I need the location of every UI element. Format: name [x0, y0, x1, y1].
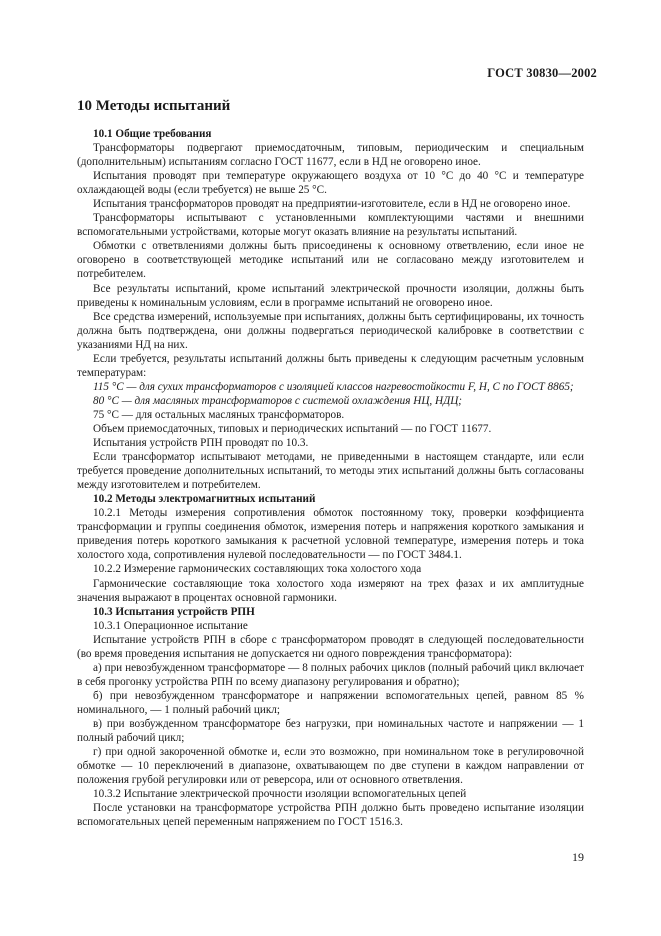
paragraph: Все результаты испытаний, кроме испытаний электрической прочности изоляции, должны быть приведены к номинальным условиям, если в программе испытаний не оговорено иное. [77, 282, 584, 309]
paragraph: Испытание устройств РПН в сборе с трансформатором проводят в следующей последовательности (во время проведения испытания не допускается ни одного повреждения трансформатора): [77, 633, 584, 660]
list-item-c: в) при возбужденном трансформаторе без нагрузки, при номинальных частоте и напряжении — 1 полный рабочий цикл; [77, 717, 584, 745]
paragraph: 10.2.2 Измерение гармонических составляющих тока холостого хода [93, 563, 422, 576]
paragraph: 10.2.1 Методы измерения сопротивления обмоток постоянному току, проверки коэффициента трансформации и группы соединения обмоток, измерения потерь и напряжения короткого замыкания и приведения потерь короткого замыкания к расчетной условной температуре, измерения потерь и тока холостого хода, сопротивления нулевой последовательности — по ГОСТ 3484.1. [77, 507, 584, 562]
paragraph: Трансформаторы испытывают с установленными комплектующими частями и внешними вспомогательными устройствами, которые могут оказать влияние на результаты испытаний. [77, 212, 584, 239]
list-item-b: б) при невозбужденном трансформаторе и напряжении вспомогательных цепей, равном 85 % номинального, — 1 полный рабочий цикл; [77, 689, 584, 716]
paragraph: Трансформаторы подвергают приемосдаточным, типовым, периодическим и специальным (дополнительным) испытаниям согласно ГОСТ 11677, если в НД не оговорено иное. [77, 142, 584, 169]
paragraph: Объем приемосдаточных, типовых и периодических испытаний — по ГОСТ 11677. [93, 422, 492, 435]
subsection-heading-10-2: 10.2 Методы электромагнитных испытаний [93, 493, 316, 506]
section-title: 10 Методы испытаний [77, 98, 231, 114]
temperature-item: 115 °С — для сухих трансформаторов с изоляцией классов нагревостойкости F, Н, С по ГОСТ 8865; [93, 380, 574, 393]
paragraph: 10.3.1 Операционное испытание [93, 619, 248, 632]
paragraph: Испытания проводят при температуре окружающего воздуха от 10 °С до 40 °С и температуре охлаждающей воды (если требуется) не выше 25 °С. [77, 170, 584, 197]
list-item-d: г) при одной закороченной обмотке и, если это возможно, при номинальном токе в регулировочной обмотке — 10 переключений в диапазоне, охватывающем по две ступени в каждом направлении от положения грубой регулировки или от реверсора, или от основного ответвления. [77, 746, 584, 787]
subsection-heading-10-1: 10.1 Общие требования [93, 128, 212, 140]
temperature-item: 80 °С — для масляных трансформаторов с системой охлаждения НЦ, НДЦ; [93, 394, 463, 407]
page-number: 19 [572, 850, 584, 864]
standard-header: ГОСТ 30830—2002 [487, 66, 597, 80]
paragraph: Испытания трансформаторов проводят на предприятии-изготовителе, если в НД не оговорено иное. [93, 198, 571, 211]
temperature-item: 75 °С — для остальных масляных трансформаторов. [93, 408, 345, 421]
paragraph: Все средства измерений, используемые при испытаниях, должны быть сертифицированы, их точность должна быть подтверждена, они должны подвергаться периодической калибровке в соответствии с указаниями НД на них. [77, 310, 584, 351]
list-item-a: а) при невозбужденном трансформаторе — 8 полных рабочих циклов (полный рабочий цикл включает в себя прогонку устройства РПН по всему диапазону регулирования и обратно); [77, 661, 584, 688]
paragraph: Если требуется, результаты испытаний должны быть приведены к следующим расчетным условным температурам: [77, 352, 584, 379]
paragraph: Обмотки с ответвлениями должны быть присоединены к основному ответвлению, если иное не оговорено в соответствующей методике испытаний или не согласовано между изготовителем и потребителем. [77, 240, 584, 281]
paragraph: Если трансформатор испытывают методами, не приведенными в настоящем стандарте, или если требуется проведение дополнительных испытаний, то методы этих испытаний должны быть согласованы между изготовителем и потребителем. [77, 451, 584, 492]
paragraph: После установки на трансформаторе устройства РПН должно быть проведено испытание изоляции вспомогательных цепей переменным напряжением по ГОСТ 1516.3. [77, 802, 584, 829]
subsection-heading-10-3: 10.3 Испытания устройств РПН [93, 605, 255, 618]
page-content [77, 97, 584, 829]
paragraph: Испытания устройств РПН проводят по 10.3. [93, 437, 309, 450]
paragraph: Гармонические составляющие тока холостого хода измеряют на трех фазах и их амплитудные значения выражают в процентах основной гармоники. [77, 577, 584, 604]
paragraph: 10.3.2 Испытание электрической прочности изоляции вспомогательных цепей [93, 788, 467, 801]
